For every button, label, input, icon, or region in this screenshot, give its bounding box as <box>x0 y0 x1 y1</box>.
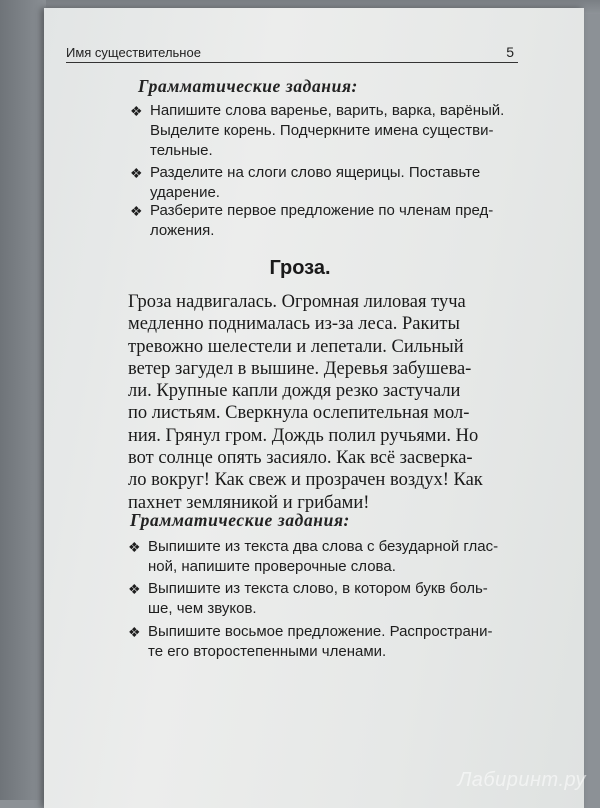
story-line: вот солнце опять засияло. Как всё засверка- <box>128 448 473 469</box>
task-line: Разделите на слоги слово ящерицы. Поставьте <box>150 164 481 181</box>
task-2-3 <box>128 622 528 662</box>
diamond-bullet-icon: ❖ <box>130 203 143 219</box>
task-line: Напишите слова варенье, варить, варка, варёный. <box>150 102 505 119</box>
story-line: по листьям. Сверкнула ослепительная мол- <box>128 403 470 424</box>
story-line: ния. Грянул гром. Дождь полил ручьями. Но <box>128 425 479 446</box>
task-heading-2: Грамматические задания: <box>130 510 350 530</box>
story-line: ли. Крупные капли дождя резко застучали <box>128 381 461 402</box>
story-title: Гроза. <box>269 257 331 279</box>
story-line: Гроза надвигалась. Огромная лиловая туча <box>128 292 466 312</box>
story-line: пахнет земляникой и грибами! <box>128 492 370 513</box>
task-line: те его второстепенными членами. <box>148 643 387 660</box>
diamond-bullet-icon: ❖ <box>130 165 143 181</box>
task-line: ной, напишите проверочные слова. <box>148 558 396 575</box>
task-2-2 <box>128 579 528 619</box>
story-line: ло вокруг! Как свеж и прозрачен воздух! Как <box>128 470 483 491</box>
task-line: ударение. <box>150 184 220 201</box>
task-line: Разберите первое предложение по членам пред- <box>150 202 494 219</box>
story-line: тревожно шелестели и лепетали. Сильный <box>128 336 464 357</box>
task-line: Выделите корень. Подчеркните имена существи- <box>150 122 494 139</box>
task-line: Выпишите из текста два слова с безударной глас- <box>148 538 499 555</box>
story-line: медленно поднималась из-за леса. Ракиты <box>128 314 460 335</box>
diamond-bullet-icon: ❖ <box>130 103 143 119</box>
diamond-bullet-icon: ❖ <box>128 581 141 597</box>
task-line: тельные. <box>150 142 213 159</box>
story-text <box>128 291 520 514</box>
task-1-2 <box>130 163 530 203</box>
task-2-1 <box>128 537 528 577</box>
task-line: ше, чем звуков. <box>148 600 257 617</box>
diamond-bullet-icon: ❖ <box>128 539 141 555</box>
task-heading-1: Грамматические задания: <box>138 76 358 96</box>
task-line: Выпишите из текста слово, в котором букв боль- <box>148 580 488 597</box>
page-number: 5 <box>506 44 514 60</box>
story-line: ветер загудел в вышине. Деревья забушева- <box>128 358 472 379</box>
task-line: ложения. <box>150 222 215 239</box>
watermark-logo: Лабиринт.ру <box>457 769 586 791</box>
running-head <box>66 44 518 63</box>
task-1-1 <box>130 101 530 161</box>
diamond-bullet-icon: ❖ <box>128 624 141 640</box>
task-1-3 <box>130 201 530 241</box>
task-line: Выпишите восьмое предложение. Распространи- <box>148 623 493 640</box>
section-title: Имя существительное <box>66 45 201 60</box>
